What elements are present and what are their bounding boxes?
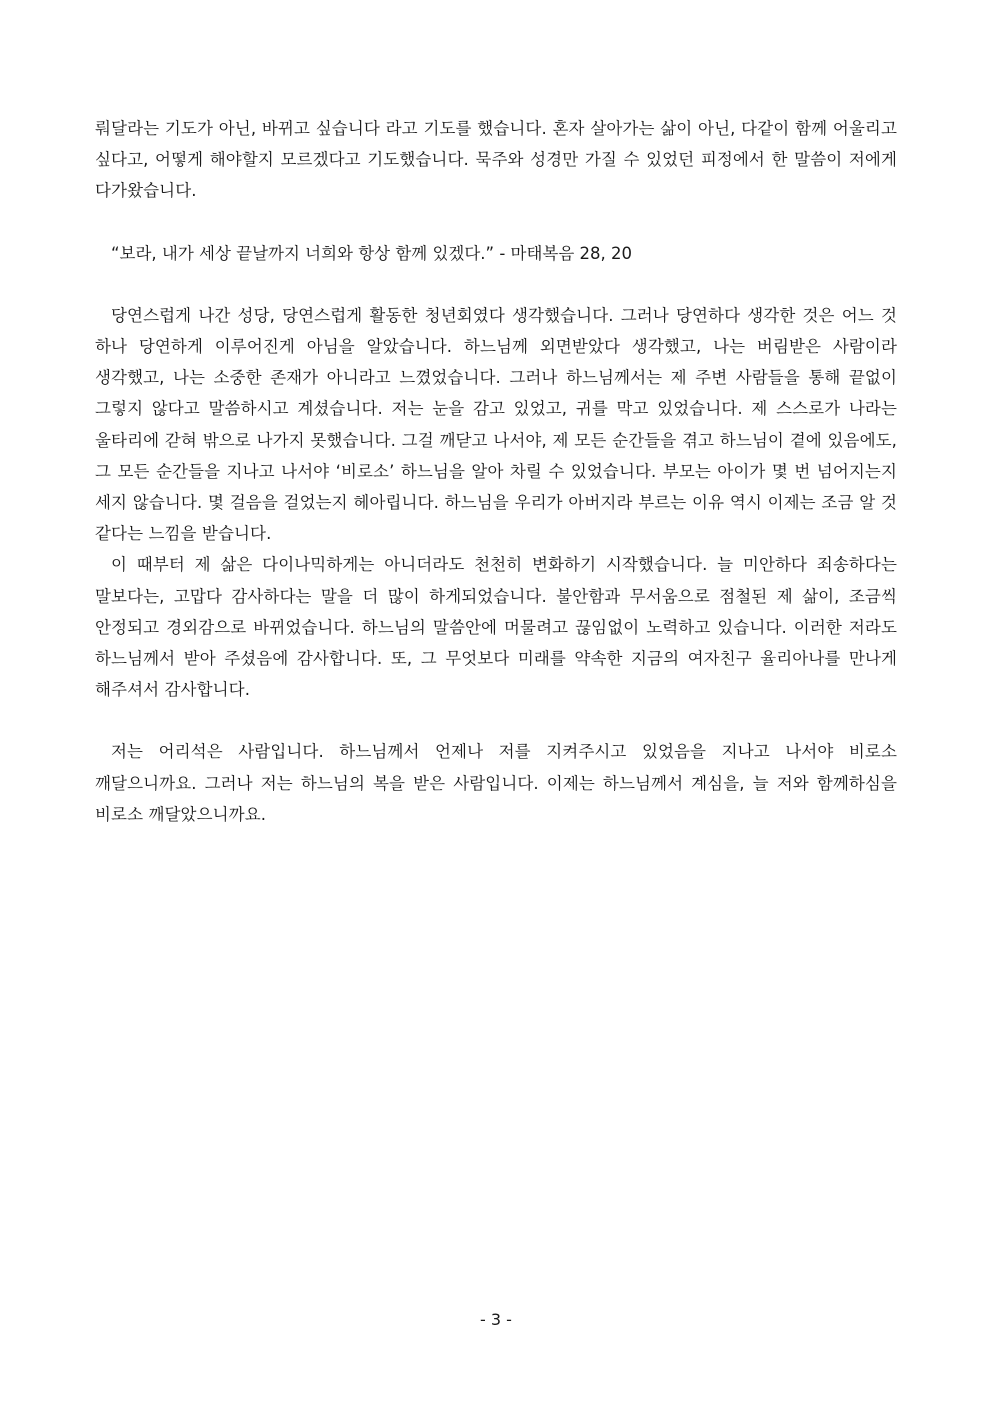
document-body xyxy=(95,113,897,830)
paragraph-conclusion: 저는 어리석은 사람입니다. 하느님께서 언제나 저를 지켜주시고 있었음을 지나고 나서야 비로소 깨달으니까요. 그러나 저는 하느님의 복을 받은 사람입니다. 이제는 하느님께서 계심을, 늘 저와 함께하심을 비로소 깨달았으니까요. xyxy=(95,742,897,824)
paragraph-spacer xyxy=(95,269,897,300)
paragraph-spacer xyxy=(95,705,897,736)
page-number: - 3 - xyxy=(480,1310,512,1329)
scripture-quote: “보라, 내가 세상 끝날까지 너희와 항상 함께 있겠다.” - 마태복음 28, 20 xyxy=(111,243,633,263)
paragraph-change: 이 때부터 제 삶은 다이나믹하게는 아니더라도 천천히 변화하기 시작했습니다. 늘 미안하다 죄송하다는 말보다는, 고맙다 감사하다는 말을 더 많이 하게되었습니다. 불안함과 무서움으로 점철된 제 삶이, 조금씩 안정되고 경외감으로 바뀌었습니다. 하느님의 말씀안에 머물려고 끊임없이 노력하고 있습니다. 이러한 저라도 하느님께서 받아 주셨음에 감사합니다. 또, 그 무엇보다 미래를 약속한 지금의 여자친구 율리아나를 만나게 해주셔서 감사합니다. xyxy=(95,555,897,700)
paragraph-realization: 당연스럽게 나간 성당, 당연스럽게 활동한 청년회였다 생각했습니다. 그러나 당연하다 생각한 것은 어느 것 하나 당연하게 이루어진게 아님을 알았습니다. 하느님께 외면받았다 생각했고, 나는 버림받은 사람이라 생각했고, 나는 소중한 존재가 아니라고 느꼈었습니다. 그러나 하느님께서는 제 주변 사람들을 통해 끝없이 그렇지 않다고 말씀하시고 계셨습니다. 저는 눈을 감고 있었고, 귀를 막고 있었습니다. 제 스스로가 나라는 울타리에 갇혀 밖으로 나가지 못했습니다. 그걸 깨닫고 나서야, 제 모든 순간들을 겪고 하느님이 곁에 있음에도, 그 모든 순간들을 지나고 나서야 ‘비로소’ 하느님을 알아 차릴 수 있었습니다. 부모는 아이가 몇 번 넘어지는지 세지 않습니다. 몇 걸음을 걸었는지 헤아립니다. 하느님을 우리가 아버지라 부르는 이유 역시 이제는 조금 알 것 같다는 느낌을 받습니다. xyxy=(95,305,897,544)
paragraph-prayer: 뤄달라는 기도가 아닌, 바뀌고 싶습니다 라고 기도를 했습니다. 혼자 살아가는 삶이 아닌, 다같이 함께 어울리고 싶다고, 어떻게 해야할지 모르겠다고 기도했습니다. 묵주와 성경만 가질 수 있었던 피정에서 한 말씀이 저에게 다가왔습니다. xyxy=(95,119,897,201)
paragraph-spacer xyxy=(95,207,897,238)
